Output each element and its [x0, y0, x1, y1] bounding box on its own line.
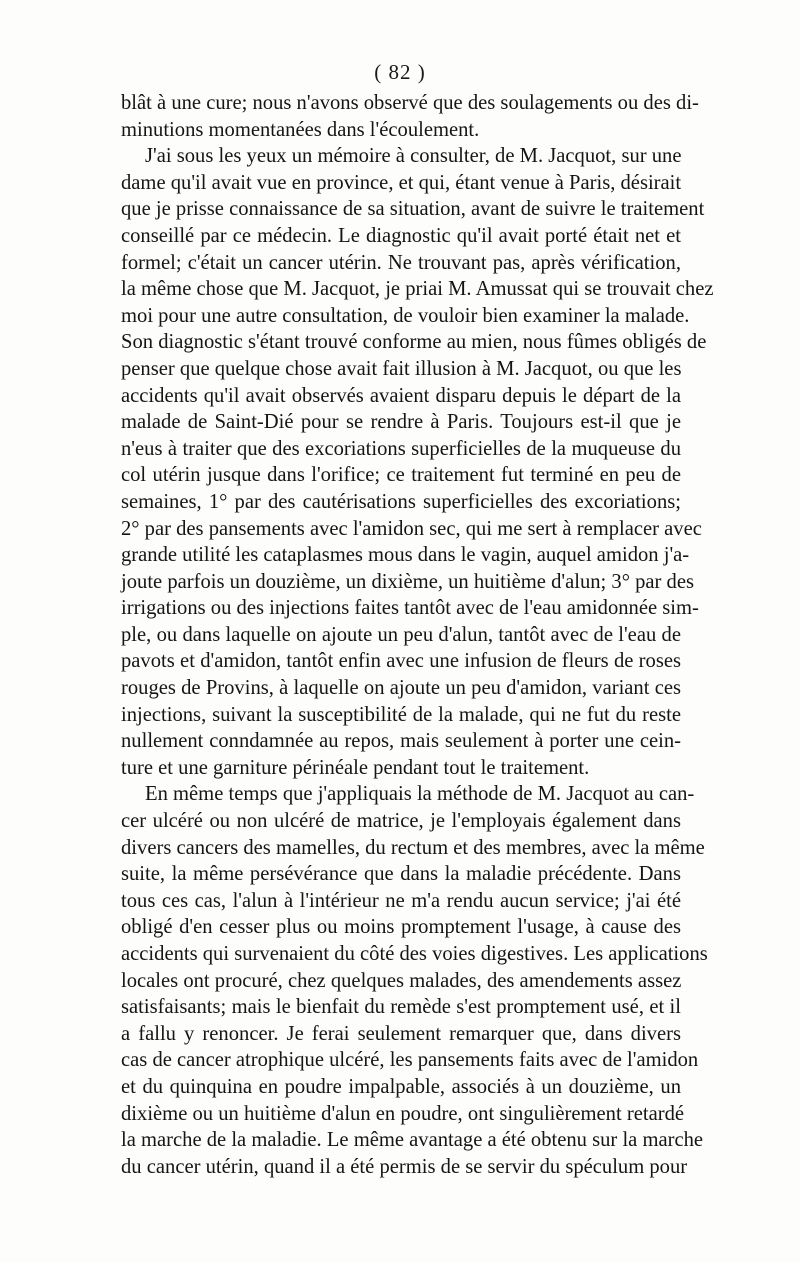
text-line: malade de Saint-Dié pour se rendre à Paris. Toujours est-il que je	[121, 411, 681, 434]
paragraph	[121, 143, 714, 781]
text-line: accidents qui survenaient du côté des voies digestives. Les applications	[121, 943, 708, 965]
text-line: minutions momentanées dans l'écoulement.	[121, 118, 480, 141]
body-text	[121, 90, 714, 1180]
text-line: satisfaisants; mais le bienfait du remède s'est promptement usé, et il	[121, 996, 681, 1019]
text-line: suite, la même persévérance que dans la maladie précédente. Dans	[121, 863, 681, 886]
text-line: injections, suivant la susceptibilité de la malade, qui ne fut du reste	[121, 703, 681, 726]
text-line: divers cancers des mamelles, du rectum et des membres, avec la même	[121, 836, 705, 859]
text-line: la même chose que M. Jacquot, je priai M. Amussat qui se trouvait chez	[121, 278, 714, 301]
paragraph	[121, 781, 708, 1180]
text-line: penser que quelque chose avait fait illusion à M. Jacquot, ou que les	[121, 357, 682, 380]
text-line: n'eus à traiter que des excoriations superficielles de la muqueuse du	[121, 437, 681, 460]
text-line: moi pour une autre consultation, de vouloir bien examiner la malade.	[121, 304, 690, 327]
text-line: pavots et d'amidon, tantôt enfin avec une infusion de fleurs de roses	[121, 650, 681, 673]
text-line: locales ont procuré, chez quelques malades, des amendements assez	[121, 969, 682, 992]
text-line: accidents qu'il avait observés avaient disparu depuis le départ de la	[121, 384, 681, 407]
text-line: ture et une garniture périnéale pendant tout le traitement.	[121, 756, 590, 779]
text-line: blât à une cure; nous n'avons observé que des soulagements ou des di-	[121, 92, 699, 114]
paragraph	[121, 90, 699, 143]
text-line: dame qu'il avait vue en province, et qui, étant venue à Paris, désirait	[121, 171, 682, 194]
text-line: 2° par des pansements avec l'amidon sec, qui me sert à remplacer avec	[121, 517, 702, 540]
text-line: conseillé par ce médecin. Le diagnostic qu'il avait porté était net et	[121, 224, 681, 247]
text-line: rouges de Provins, à laquelle on ajoute un peu d'amidon, variant ces	[121, 677, 681, 700]
text-line: que je prisse connaissance de sa situation, avant de suivre le traitement	[121, 198, 705, 221]
text-line: a fallu y renoncer. Je ferai seulement remarquer que, dans divers	[121, 1022, 681, 1045]
text-line: En même temps que j'appliquais la méthode de M. Jacquot au can-	[145, 783, 695, 806]
text-line: cer ulcéré ou non ulcéré de matrice, je l'employais également dans	[121, 810, 681, 833]
text-line: dixième ou un huitième d'alun en poudre, ont singulièrement retardé	[121, 1102, 685, 1125]
text-line: col utérin jusque dans l'orifice; ce traitement fut terminé en peu de	[121, 464, 681, 487]
text-line: la marche de la maladie. Le même avantage a été obtenu sur la marche	[121, 1129, 704, 1152]
text-line: grande utilité les cataplasmes mous dans le vagin, auquel amidon j'a-	[121, 544, 690, 567]
text-line: tous ces cas, l'alun à l'intérieur ne m'a rendu aucun service; j'ai été	[121, 889, 681, 912]
text-line: obligé d'en cesser plus ou moins promptement l'usage, à cause des	[121, 916, 681, 939]
page-number: ( 82 )	[374, 60, 426, 84]
text-line: irrigations ou des injections faites tantôt avec de l'eau amidonnée sim-	[121, 597, 699, 620]
text-line: nullement conndamnée au repos, mais seulement à porter une cein-	[121, 730, 681, 753]
text-line: J'ai sous les yeux un mémoire à consulter, de M. Jacquot, sur une	[145, 145, 682, 168]
text-line: Son diagnostic s'étant trouvé conforme au mien, nous fûmes obligés de	[121, 331, 707, 354]
text-line: et du quinquina en poudre impalpable, associés à un douzième, un	[121, 1075, 681, 1098]
text-line: joute parfois un douzième, un dixième, un huitième d'alun; 3° par des	[121, 570, 694, 593]
text-line: du cancer utérin, quand il a été permis de se servir du spéculum pour	[121, 1155, 688, 1178]
text-line: cas de cancer atrophique ulcéré, les pansements faits avec de l'amidon	[121, 1049, 699, 1072]
text-line: ple, ou dans laquelle on ajoute un peu d'alun, tantôt avec de l'eau de	[121, 623, 681, 646]
text-line: semaines, 1° par des cautérisations superficielles des excoriations;	[121, 490, 681, 513]
text-line: formel; c'était un cancer utérin. Ne trouvant pas, après vérification,	[121, 251, 681, 274]
